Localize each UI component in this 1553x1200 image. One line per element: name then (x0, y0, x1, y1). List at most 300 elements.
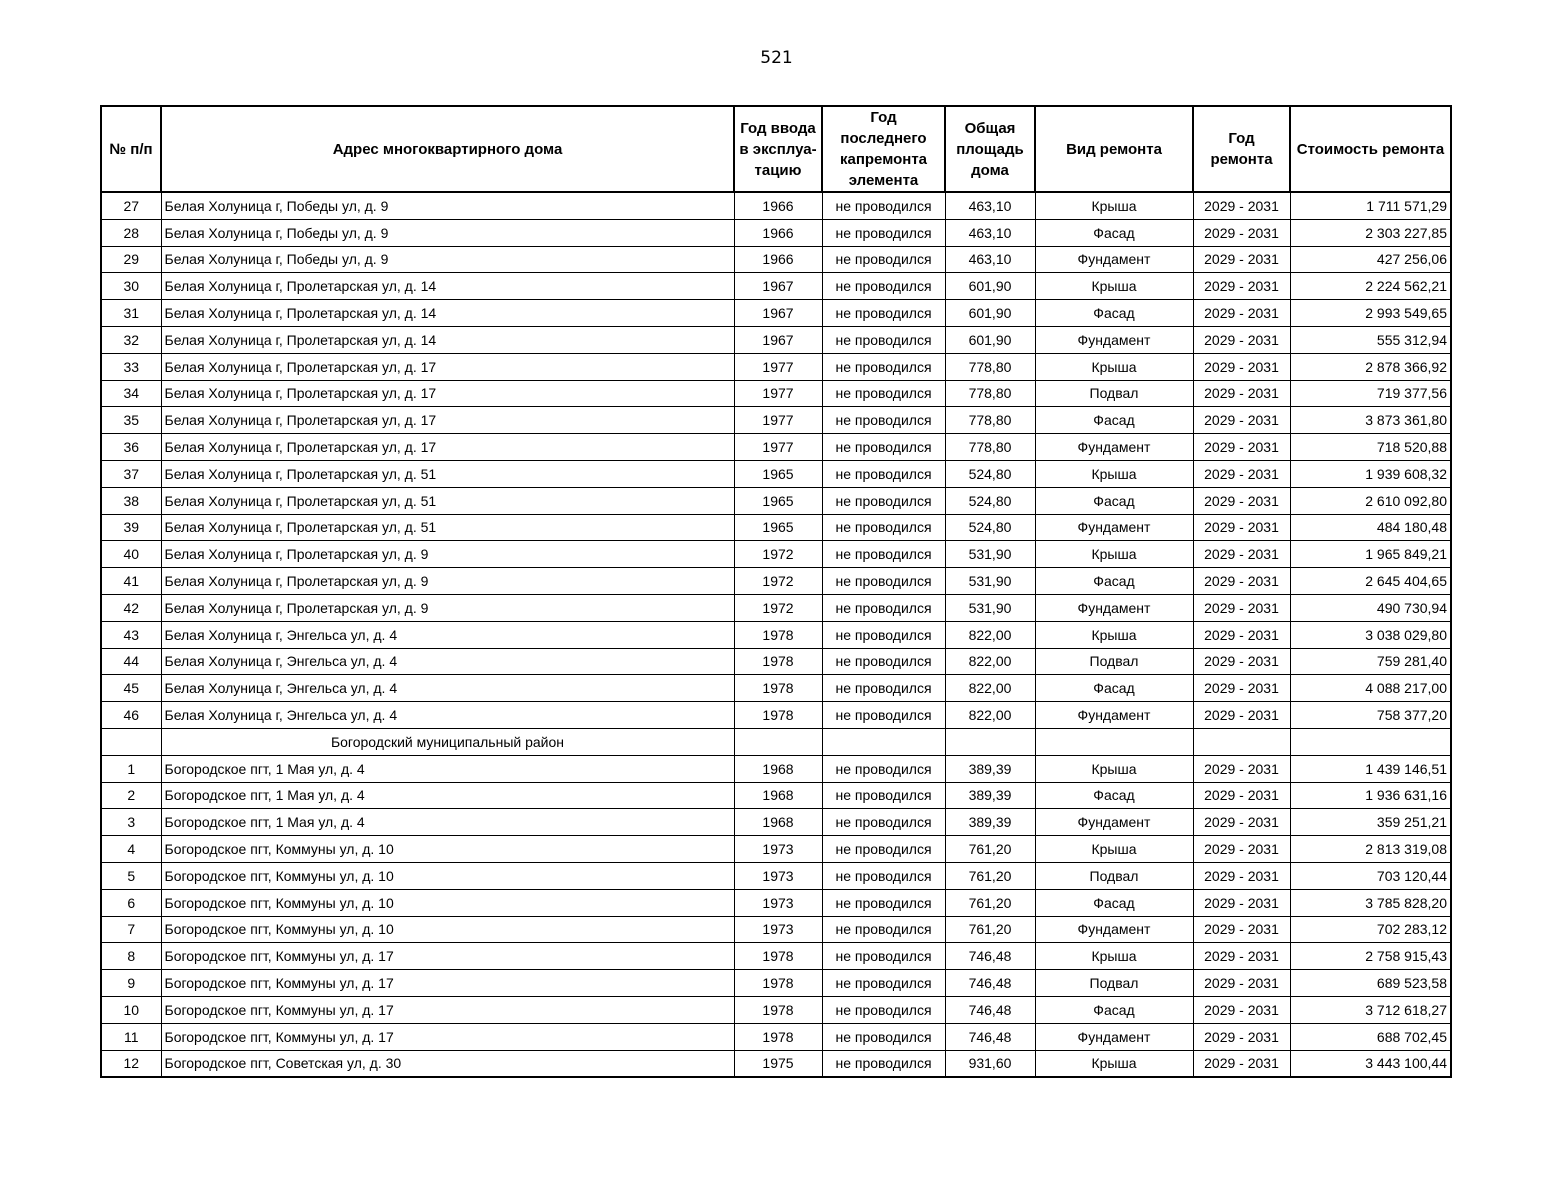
cell-cost: 759 281,40 (1290, 648, 1451, 675)
cell-repair-type: Крыша (1035, 755, 1193, 782)
cell-repair-year: 2029 - 2031 (1193, 889, 1290, 916)
cell-repair-year: 2029 - 2031 (1193, 487, 1290, 514)
cell-cost: 2 993 549,65 (1290, 300, 1451, 327)
cell-repair-year: 2029 - 2031 (1193, 755, 1290, 782)
cell-num: 32 (101, 326, 161, 353)
cell-num: 11 (101, 1023, 161, 1050)
cell-area: 389,39 (945, 755, 1035, 782)
cell-cost: 1 439 146,51 (1290, 755, 1451, 782)
header-year-built: Год ввода в эксплуа-тацию (734, 106, 822, 192)
cell-address: Белая Холуница г, Энгельса ул, д. 4 (161, 675, 734, 702)
cell-last-repair: не проводился (822, 407, 945, 434)
cell-year-built: 1966 (734, 219, 822, 246)
cell-repair-year: 2029 - 2031 (1193, 836, 1290, 863)
cell-area: 601,90 (945, 273, 1035, 300)
cell-address: Белая Холуница г, Пролетарская ул, д. 17 (161, 353, 734, 380)
cell-year-built: 1968 (734, 782, 822, 809)
header-repair-year: Год ремонта (1193, 106, 1290, 192)
cell-num: 4 (101, 836, 161, 863)
cell-address: Белая Холуница г, Пролетарская ул, д. 17 (161, 434, 734, 461)
cell-year-built: 1967 (734, 326, 822, 353)
cell-repair-year: 2029 - 2031 (1193, 943, 1290, 970)
table-row (101, 568, 1451, 595)
cell-cost: 555 312,94 (1290, 326, 1451, 353)
cell-repair-year: 2029 - 2031 (1193, 648, 1290, 675)
cell-year-built: 1978 (734, 1023, 822, 1050)
empty-cell (822, 728, 945, 755)
cell-num: 12 (101, 1050, 161, 1077)
cell-year-built: 1968 (734, 755, 822, 782)
empty-cell (1193, 728, 1290, 755)
cell-year-built: 1978 (734, 675, 822, 702)
cell-repair-year: 2029 - 2031 (1193, 514, 1290, 541)
cell-area: 463,10 (945, 246, 1035, 273)
cell-last-repair: не проводился (822, 755, 945, 782)
cell-address: Богородское пгт, 1 Мая ул, д. 4 (161, 809, 734, 836)
cell-repair-year: 2029 - 2031 (1193, 1050, 1290, 1077)
cell-last-repair: не проводился (822, 702, 945, 729)
header-num: № п/п (101, 106, 161, 192)
repair-table (100, 105, 1452, 1078)
cell-num: 41 (101, 568, 161, 595)
cell-address: Белая Холуница г, Энгельса ул, д. 4 (161, 648, 734, 675)
cell-repair-year: 2029 - 2031 (1193, 621, 1290, 648)
cell-repair-year: 2029 - 2031 (1193, 246, 1290, 273)
cell-address: Богородское пгт, Коммуны ул, д. 17 (161, 1023, 734, 1050)
cell-cost: 2 878 366,92 (1290, 353, 1451, 380)
table-row (101, 487, 1451, 514)
table-row (101, 380, 1451, 407)
cell-year-built: 1978 (734, 702, 822, 729)
cell-repair-type: Крыша (1035, 836, 1193, 863)
page-number: 521 (760, 48, 793, 68)
cell-repair-type: Крыша (1035, 460, 1193, 487)
cell-num: 9 (101, 970, 161, 997)
cell-last-repair: не проводился (822, 273, 945, 300)
cell-address: Белая Холуница г, Энгельса ул, д. 4 (161, 621, 734, 648)
cell-num: 29 (101, 246, 161, 273)
cell-area: 761,20 (945, 836, 1035, 863)
cell-area: 531,90 (945, 594, 1035, 621)
cell-area: 822,00 (945, 621, 1035, 648)
cell-area: 601,90 (945, 326, 1035, 353)
cell-year-built: 1965 (734, 487, 822, 514)
cell-num: 8 (101, 943, 161, 970)
cell-last-repair: не проводился (822, 460, 945, 487)
cell-repair-year: 2029 - 2031 (1193, 702, 1290, 729)
cell-cost: 2 303 227,85 (1290, 219, 1451, 246)
cell-repair-type: Фундамент (1035, 434, 1193, 461)
cell-year-built: 1973 (734, 836, 822, 863)
table-row (101, 702, 1451, 729)
cell-cost: 703 120,44 (1290, 862, 1451, 889)
table-row (101, 943, 1451, 970)
header-repair-type: Вид ремонта (1035, 106, 1193, 192)
cell-repair-year: 2029 - 2031 (1193, 300, 1290, 327)
cell-address: Белая Холуница г, Победы ул, д. 9 (161, 219, 734, 246)
cell-num: 7 (101, 916, 161, 943)
empty-cell (1290, 728, 1451, 755)
cell-repair-year: 2029 - 2031 (1193, 219, 1290, 246)
cell-address: Богородское пгт, Коммуны ул, д. 10 (161, 836, 734, 863)
cell-num: 33 (101, 353, 161, 380)
cell-num: 2 (101, 782, 161, 809)
cell-num: 27 (101, 192, 161, 219)
table-row (101, 889, 1451, 916)
empty-cell (1035, 728, 1193, 755)
table-row (101, 809, 1451, 836)
table-row (101, 996, 1451, 1023)
cell-repair-type: Крыша (1035, 1050, 1193, 1077)
cell-address: Богородское пгт, 1 Мая ул, д. 4 (161, 782, 734, 809)
cell-last-repair: не проводился (822, 996, 945, 1023)
cell-area: 778,80 (945, 434, 1035, 461)
cell-num: 3 (101, 809, 161, 836)
cell-area: 389,39 (945, 809, 1035, 836)
cell-year-built: 1978 (734, 621, 822, 648)
cell-repair-type: Фасад (1035, 675, 1193, 702)
cell-area: 746,48 (945, 1023, 1035, 1050)
cell-year-built: 1967 (734, 273, 822, 300)
cell-cost: 719 377,56 (1290, 380, 1451, 407)
cell-area: 746,48 (945, 996, 1035, 1023)
cell-num: 44 (101, 648, 161, 675)
table-row (101, 648, 1451, 675)
cell-address: Белая Холуница г, Пролетарская ул, д. 51 (161, 487, 734, 514)
cell-address: Белая Холуница г, Пролетарская ул, д. 14 (161, 326, 734, 353)
cell-repair-year: 2029 - 2031 (1193, 862, 1290, 889)
cell-year-built: 1967 (734, 300, 822, 327)
cell-cost: 359 251,21 (1290, 809, 1451, 836)
table-row (101, 970, 1451, 997)
cell-year-built: 1977 (734, 380, 822, 407)
cell-address: Белая Холуница г, Пролетарская ул, д. 17 (161, 407, 734, 434)
table-row (101, 407, 1451, 434)
cell-area: 524,80 (945, 514, 1035, 541)
table-row (101, 862, 1451, 889)
header-last-repair: Год последнего капремонта элемента (822, 106, 945, 192)
cell-year-built: 1973 (734, 916, 822, 943)
cell-cost: 490 730,94 (1290, 594, 1451, 621)
cell-repair-year: 2029 - 2031 (1193, 541, 1290, 568)
cell-num: 35 (101, 407, 161, 434)
cell-year-built: 1978 (734, 970, 822, 997)
cell-address: Белая Холуница г, Пролетарская ул, д. 14 (161, 273, 734, 300)
cell-last-repair: не проводился (822, 219, 945, 246)
cell-last-repair: не проводился (822, 970, 945, 997)
cell-area: 822,00 (945, 702, 1035, 729)
cell-num: 6 (101, 889, 161, 916)
table-row (101, 219, 1451, 246)
cell-num: 42 (101, 594, 161, 621)
cell-area: 761,20 (945, 862, 1035, 889)
cell-repair-year: 2029 - 2031 (1193, 434, 1290, 461)
cell-repair-type: Крыша (1035, 621, 1193, 648)
cell-cost: 688 702,45 (1290, 1023, 1451, 1050)
cell-cost: 2 758 915,43 (1290, 943, 1451, 970)
cell-cost: 3 443 100,44 (1290, 1050, 1451, 1077)
cell-year-built: 1978 (734, 648, 822, 675)
cell-year-built: 1972 (734, 568, 822, 595)
cell-last-repair: не проводился (822, 648, 945, 675)
cell-year-built: 1965 (734, 514, 822, 541)
cell-year-built: 1973 (734, 862, 822, 889)
section-row (101, 728, 1451, 755)
cell-repair-type: Подвал (1035, 862, 1193, 889)
cell-repair-year: 2029 - 2031 (1193, 407, 1290, 434)
table-row (101, 192, 1451, 219)
cell-area: 931,60 (945, 1050, 1035, 1077)
cell-area: 531,90 (945, 568, 1035, 595)
cell-repair-year: 2029 - 2031 (1193, 675, 1290, 702)
cell-cost: 689 523,58 (1290, 970, 1451, 997)
cell-repair-type: Фасад (1035, 996, 1193, 1023)
cell-address: Белая Холуница г, Пролетарская ул, д. 17 (161, 380, 734, 407)
cell-repair-type: Подвал (1035, 970, 1193, 997)
table-body (101, 192, 1451, 1077)
cell-repair-year: 2029 - 2031 (1193, 594, 1290, 621)
cell-year-built: 1968 (734, 809, 822, 836)
cell-area: 531,90 (945, 541, 1035, 568)
cell-repair-type: Крыша (1035, 273, 1193, 300)
cell-area: 761,20 (945, 889, 1035, 916)
cell-last-repair: не проводился (822, 916, 945, 943)
cell-year-built: 1972 (734, 541, 822, 568)
cell-year-built: 1978 (734, 943, 822, 970)
cell-repair-year: 2029 - 2031 (1193, 996, 1290, 1023)
table-row (101, 675, 1451, 702)
cell-address: Белая Холуница г, Победы ул, д. 9 (161, 246, 734, 273)
cell-area: 778,80 (945, 407, 1035, 434)
cell-last-repair: не проводился (822, 943, 945, 970)
empty-cell (945, 728, 1035, 755)
cell-year-built: 1977 (734, 434, 822, 461)
cell-last-repair: не проводился (822, 782, 945, 809)
cell-repair-year: 2029 - 2031 (1193, 273, 1290, 300)
cell-repair-type: Фундамент (1035, 702, 1193, 729)
cell-repair-type: Фасад (1035, 407, 1193, 434)
cell-repair-type: Крыша (1035, 541, 1193, 568)
cell-repair-year: 2029 - 2031 (1193, 916, 1290, 943)
cell-cost: 1 939 608,32 (1290, 460, 1451, 487)
cell-repair-type: Фасад (1035, 782, 1193, 809)
cell-num: 31 (101, 300, 161, 327)
cell-repair-type: Фундамент (1035, 326, 1193, 353)
empty-cell (101, 728, 161, 755)
cell-repair-year: 2029 - 2031 (1193, 460, 1290, 487)
cell-num: 28 (101, 219, 161, 246)
cell-address: Белая Холуница г, Энгельса ул, д. 4 (161, 702, 734, 729)
table-row (101, 541, 1451, 568)
cell-last-repair: не проводился (822, 568, 945, 595)
cell-repair-type: Фундамент (1035, 1023, 1193, 1050)
cell-repair-type: Фундамент (1035, 916, 1193, 943)
cell-num: 1 (101, 755, 161, 782)
cell-address: Богородское пгт, Коммуны ул, д. 10 (161, 916, 734, 943)
cell-last-repair: не проводился (822, 246, 945, 273)
cell-area: 778,80 (945, 380, 1035, 407)
cell-last-repair: не проводился (822, 1023, 945, 1050)
cell-address: Богородское пгт, Советская ул, д. 30 (161, 1050, 734, 1077)
cell-address: Белая Холуница г, Пролетарская ул, д. 14 (161, 300, 734, 327)
header-address: Адрес многоквартирного дома (161, 106, 734, 192)
cell-repair-type: Фасад (1035, 219, 1193, 246)
cell-last-repair: не проводился (822, 300, 945, 327)
cell-address: Богородское пгт, Коммуны ул, д. 10 (161, 889, 734, 916)
cell-year-built: 1973 (734, 889, 822, 916)
cell-repair-type: Фасад (1035, 487, 1193, 514)
cell-address: Белая Холуница г, Пролетарская ул, д. 51 (161, 514, 734, 541)
cell-last-repair: не проводился (822, 675, 945, 702)
table-row (101, 353, 1451, 380)
cell-cost: 2 224 562,21 (1290, 273, 1451, 300)
cell-repair-type: Фасад (1035, 889, 1193, 916)
cell-repair-type: Фундамент (1035, 594, 1193, 621)
cell-address: Богородское пгт, Коммуны ул, д. 17 (161, 943, 734, 970)
cell-repair-type: Фундамент (1035, 809, 1193, 836)
cell-cost: 427 256,06 (1290, 246, 1451, 273)
cell-year-built: 1977 (734, 407, 822, 434)
table-row (101, 755, 1451, 782)
cell-address: Богородское пгт, Коммуны ул, д. 10 (161, 862, 734, 889)
cell-cost: 4 088 217,00 (1290, 675, 1451, 702)
table-row (101, 621, 1451, 648)
cell-cost: 3 785 828,20 (1290, 889, 1451, 916)
table-row (101, 1050, 1451, 1077)
cell-address: Богородское пгт, 1 Мая ул, д. 4 (161, 755, 734, 782)
cell-num: 38 (101, 487, 161, 514)
cell-repair-type: Фундамент (1035, 246, 1193, 273)
cell-cost: 3 038 029,80 (1290, 621, 1451, 648)
cell-last-repair: не проводился (822, 621, 945, 648)
cell-area: 822,00 (945, 648, 1035, 675)
cell-cost: 3 873 361,80 (1290, 407, 1451, 434)
cell-address: Богородское пгт, Коммуны ул, д. 17 (161, 996, 734, 1023)
header-area: Общая площадь дома (945, 106, 1035, 192)
cell-cost: 1 711 571,29 (1290, 192, 1451, 219)
cell-area: 746,48 (945, 943, 1035, 970)
cell-last-repair: не проводился (822, 487, 945, 514)
table-row (101, 300, 1451, 327)
cell-repair-year: 2029 - 2031 (1193, 970, 1290, 997)
table-row (101, 434, 1451, 461)
cell-repair-year: 2029 - 2031 (1193, 809, 1290, 836)
cell-repair-type: Подвал (1035, 648, 1193, 675)
cell-repair-year: 2029 - 2031 (1193, 380, 1290, 407)
cell-cost: 2 813 319,08 (1290, 836, 1451, 863)
cell-address: Белая Холуница г, Пролетарская ул, д. 9 (161, 541, 734, 568)
cell-repair-type: Крыша (1035, 943, 1193, 970)
cell-area: 463,10 (945, 219, 1035, 246)
cell-last-repair: не проводился (822, 326, 945, 353)
table-row (101, 1023, 1451, 1050)
cell-year-built: 1977 (734, 353, 822, 380)
cell-cost: 758 377,20 (1290, 702, 1451, 729)
cell-num: 40 (101, 541, 161, 568)
cell-last-repair: не проводился (822, 862, 945, 889)
cell-num: 34 (101, 380, 161, 407)
cell-year-built: 1972 (734, 594, 822, 621)
cell-last-repair: не проводился (822, 192, 945, 219)
table-row (101, 782, 1451, 809)
cell-year-built: 1975 (734, 1050, 822, 1077)
cell-last-repair: не проводился (822, 889, 945, 916)
cell-year-built: 1966 (734, 192, 822, 219)
cell-repair-year: 2029 - 2031 (1193, 1023, 1290, 1050)
cell-last-repair: не проводился (822, 594, 945, 621)
cell-last-repair: не проводился (822, 836, 945, 863)
cell-num: 39 (101, 514, 161, 541)
cell-cost: 1 936 631,16 (1290, 782, 1451, 809)
cell-repair-type: Подвал (1035, 380, 1193, 407)
cell-area: 778,80 (945, 353, 1035, 380)
cell-repair-year: 2029 - 2031 (1193, 326, 1290, 353)
cell-repair-year: 2029 - 2031 (1193, 782, 1290, 809)
cell-num: 37 (101, 460, 161, 487)
cell-cost: 702 283,12 (1290, 916, 1451, 943)
cell-repair-type: Крыша (1035, 353, 1193, 380)
table-header (101, 106, 1451, 192)
table-row (101, 246, 1451, 273)
cell-repair-year: 2029 - 2031 (1193, 353, 1290, 380)
cell-cost: 718 520,88 (1290, 434, 1451, 461)
cell-area: 463,10 (945, 192, 1035, 219)
cell-year-built: 1965 (734, 460, 822, 487)
cell-last-repair: не проводился (822, 541, 945, 568)
cell-year-built: 1978 (734, 996, 822, 1023)
cell-address: Белая Холуница г, Пролетарская ул, д. 9 (161, 594, 734, 621)
cell-cost: 3 712 618,27 (1290, 996, 1451, 1023)
cell-address: Белая Холуница г, Пролетарская ул, д. 51 (161, 460, 734, 487)
table-row (101, 460, 1451, 487)
cell-year-built: 1966 (734, 246, 822, 273)
table-row (101, 594, 1451, 621)
empty-cell (734, 728, 822, 755)
cell-last-repair: не проводился (822, 514, 945, 541)
cell-last-repair: не проводился (822, 434, 945, 461)
table-row (101, 836, 1451, 863)
cell-num: 45 (101, 675, 161, 702)
cell-cost: 1 965 849,21 (1290, 541, 1451, 568)
cell-repair-type: Фасад (1035, 568, 1193, 595)
cell-num: 36 (101, 434, 161, 461)
cell-num: 5 (101, 862, 161, 889)
cell-num: 30 (101, 273, 161, 300)
cell-last-repair: не проводился (822, 809, 945, 836)
cell-num: 10 (101, 996, 161, 1023)
cell-repair-year: 2029 - 2031 (1193, 192, 1290, 219)
table-row (101, 326, 1451, 353)
cell-address: Богородское пгт, Коммуны ул, д. 17 (161, 970, 734, 997)
cell-num: 46 (101, 702, 161, 729)
cell-repair-type: Крыша (1035, 192, 1193, 219)
cell-area: 761,20 (945, 916, 1035, 943)
table-row (101, 273, 1451, 300)
cell-last-repair: не проводился (822, 380, 945, 407)
cell-last-repair: не проводился (822, 353, 945, 380)
section-title: Богородский муниципальный район (161, 728, 734, 755)
cell-cost: 484 180,48 (1290, 514, 1451, 541)
cell-last-repair: не проводился (822, 1050, 945, 1077)
cell-area: 524,80 (945, 487, 1035, 514)
cell-repair-year: 2029 - 2031 (1193, 568, 1290, 595)
cell-cost: 2 645 404,65 (1290, 568, 1451, 595)
cell-area: 389,39 (945, 782, 1035, 809)
table-row (101, 514, 1451, 541)
cell-num: 43 (101, 621, 161, 648)
cell-area: 524,80 (945, 460, 1035, 487)
cell-repair-type: Фасад (1035, 300, 1193, 327)
